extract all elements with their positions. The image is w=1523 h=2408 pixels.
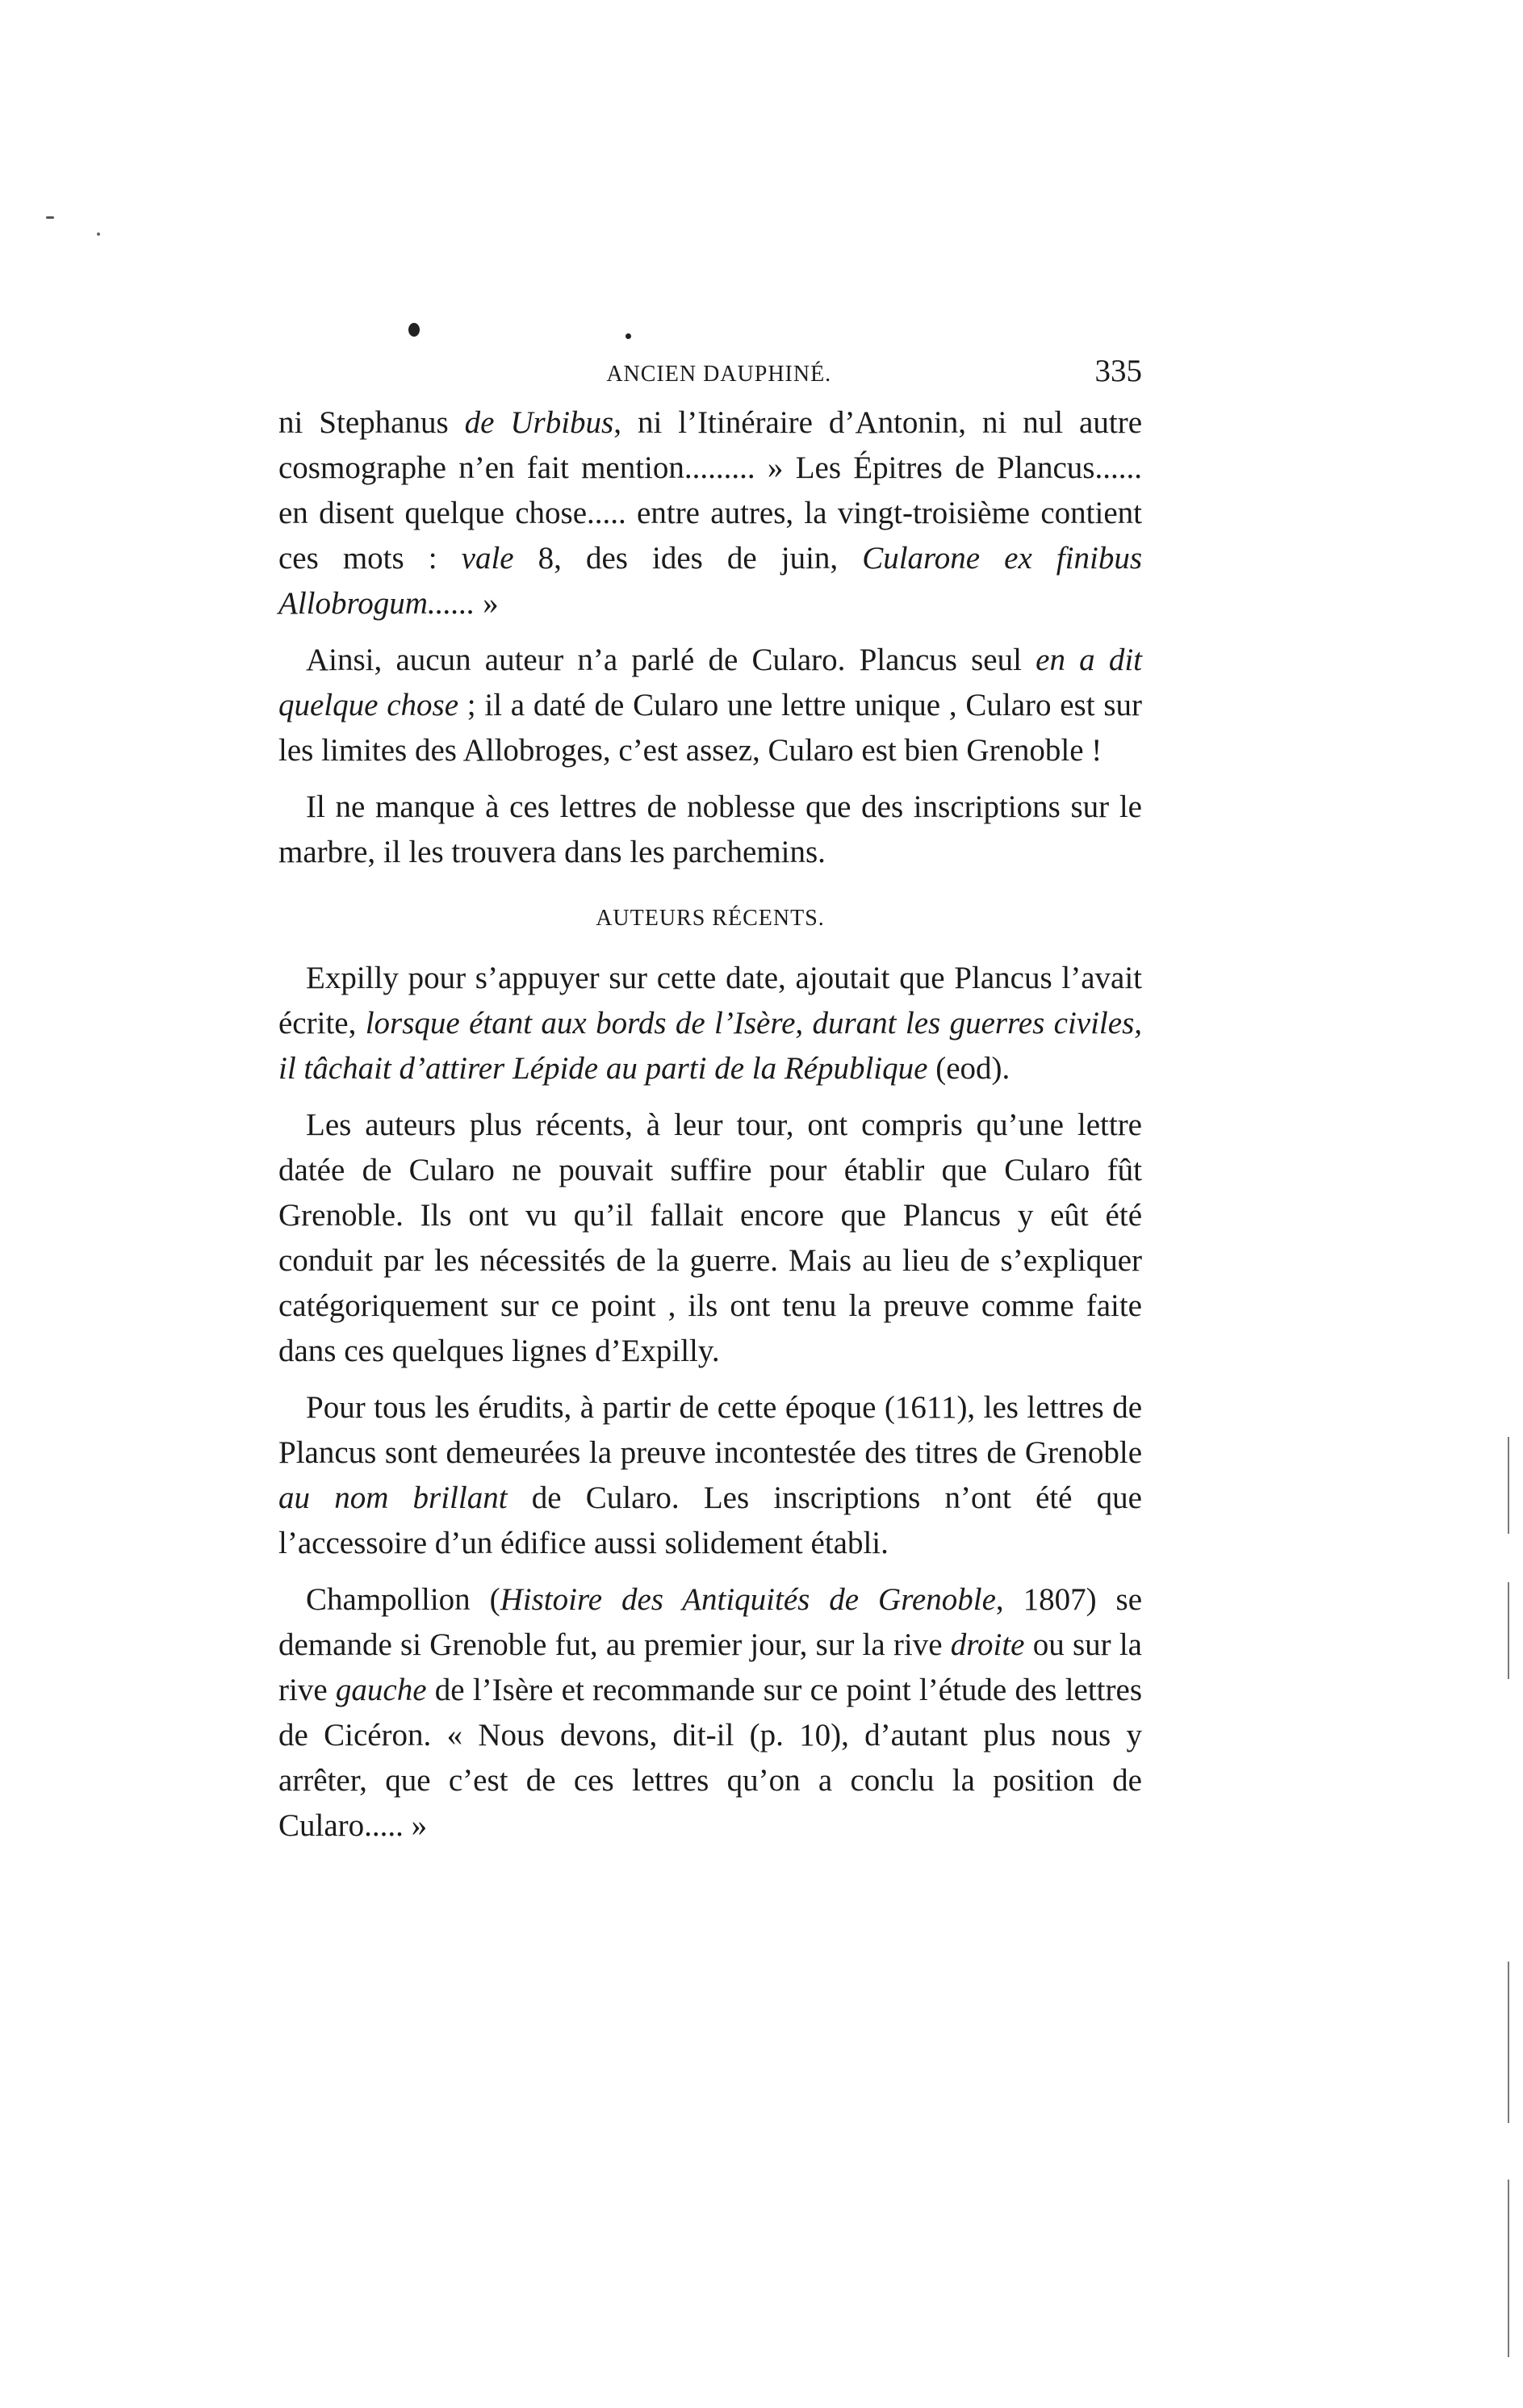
italic-run: en a dit quelque chose bbox=[278, 643, 1143, 722]
text-run: Champollion ( bbox=[306, 1582, 500, 1617]
text-run: Expilly pour s’appuyer sur cette date, ajoutait que Plancus l’avait écrite, bbox=[278, 961, 1142, 1041]
paragraph bbox=[278, 638, 1142, 773]
text-run: (eod). bbox=[927, 1051, 1010, 1086]
running-title: ANCIEN DAUPHINÉ. bbox=[606, 362, 832, 387]
ink-speck bbox=[626, 333, 631, 339]
italic-run: vale bbox=[461, 541, 514, 576]
text-run: » bbox=[475, 586, 499, 621]
paragraph bbox=[278, 785, 1142, 875]
paragraph bbox=[278, 1577, 1142, 1849]
text-run: Ainsi, aucun auteur n’a parlé de Cularo. Plancus seul bbox=[306, 643, 1036, 677]
scan-edge-mark bbox=[1508, 2180, 1509, 2357]
paragraph bbox=[278, 1103, 1142, 1374]
ink-speck bbox=[408, 323, 420, 337]
italic-run: Histoire des Antiquités de Grenoble bbox=[500, 1582, 996, 1617]
text-run: ; il a daté de Cularo une lettre unique , Cularo est sur les limites des Allobroges, c’est assez, Cularo est bien Grenoble ! bbox=[278, 688, 1142, 768]
section-heading: AUTEURS RÉCENTS. bbox=[596, 906, 825, 931]
text-run: , 1807) se demande si Grenoble fut, au premier jour, sur la rive bbox=[278, 1582, 1143, 1662]
running-head bbox=[278, 349, 1142, 394]
page-number: 335 bbox=[1094, 354, 1142, 388]
paragraph bbox=[278, 1385, 1142, 1566]
scan-edge-mark bbox=[1508, 1437, 1509, 1534]
text-run: 8, des ides de juin, bbox=[513, 541, 863, 576]
italic-run: lorsque étant aux bords de l’Isère, durant les guerres civiles, il tâchait d’attirer Lépide au parti de la République bbox=[278, 1006, 1143, 1086]
text-run: Pour tous les érudits, à partir de cette époque (1611), les lettres de Plancus sont demeurées la preuve incontestée des titres de Grenoble bbox=[278, 1390, 1142, 1470]
paragraph bbox=[278, 956, 1142, 1091]
paragraph bbox=[278, 400, 1142, 626]
italic-run: droite bbox=[950, 1627, 1025, 1662]
scan-edge-mark bbox=[1508, 1962, 1509, 2123]
text-run: ou sur la rive bbox=[278, 1627, 1142, 1707]
italic-run: au nom brillant bbox=[278, 1480, 508, 1515]
text-run: , ni l’Itinéraire d’Antonin, ni nul autre cosmographe n’en fait mention......... » Les Épitres de Plancus...... en disent quelque chose..... entre autres, la vingt-troisième contient ces mots : bbox=[278, 405, 1142, 576]
ink-speck bbox=[46, 216, 54, 219]
italic-run: gauche bbox=[335, 1673, 427, 1707]
text-run: Les auteurs plus récents, à leur tour, ont compris qu’une lettre datée de Cularo ne pouvait suffire pour établir que Cularo fût Grenoble. Ils ont vu qu’il fallait encore que Plancus y eût été conduit par les nécessités de la guerre. Mais au lieu de s’expliquer catégoriquement sur ce point , ils ont tenu la preuve comme faite dans ces quelques lignes d’Expilly. bbox=[278, 1108, 1142, 1368]
italic-run: de Urbibus bbox=[464, 405, 614, 440]
ink-speck bbox=[97, 232, 100, 236]
text-run: de Cularo. Les inscriptions n’ont été que l’accessoire d’un édifice aussi solidement établi. bbox=[278, 1480, 1142, 1560]
text-run: ni Stephanus bbox=[278, 405, 465, 440]
page-text bbox=[278, 349, 1142, 1849]
text-run: de l’Isère et recommande sur ce point l’étude des lettres de Cicéron. « Nous devons, dit-il (p. 10), d’autant plus nous y arrêter, que c’est de ces lettres qu’on a conclu la position de Cularo..... » bbox=[278, 1673, 1142, 1843]
text-run: Il ne manque à ces lettres de noblesse que des inscriptions sur le marbre, il les trouvera dans les parchemins. bbox=[278, 789, 1142, 869]
scan-edge-mark bbox=[1508, 1582, 1509, 1679]
italic-run: Cularone ex finibus Allobrogum...... bbox=[278, 541, 1142, 621]
